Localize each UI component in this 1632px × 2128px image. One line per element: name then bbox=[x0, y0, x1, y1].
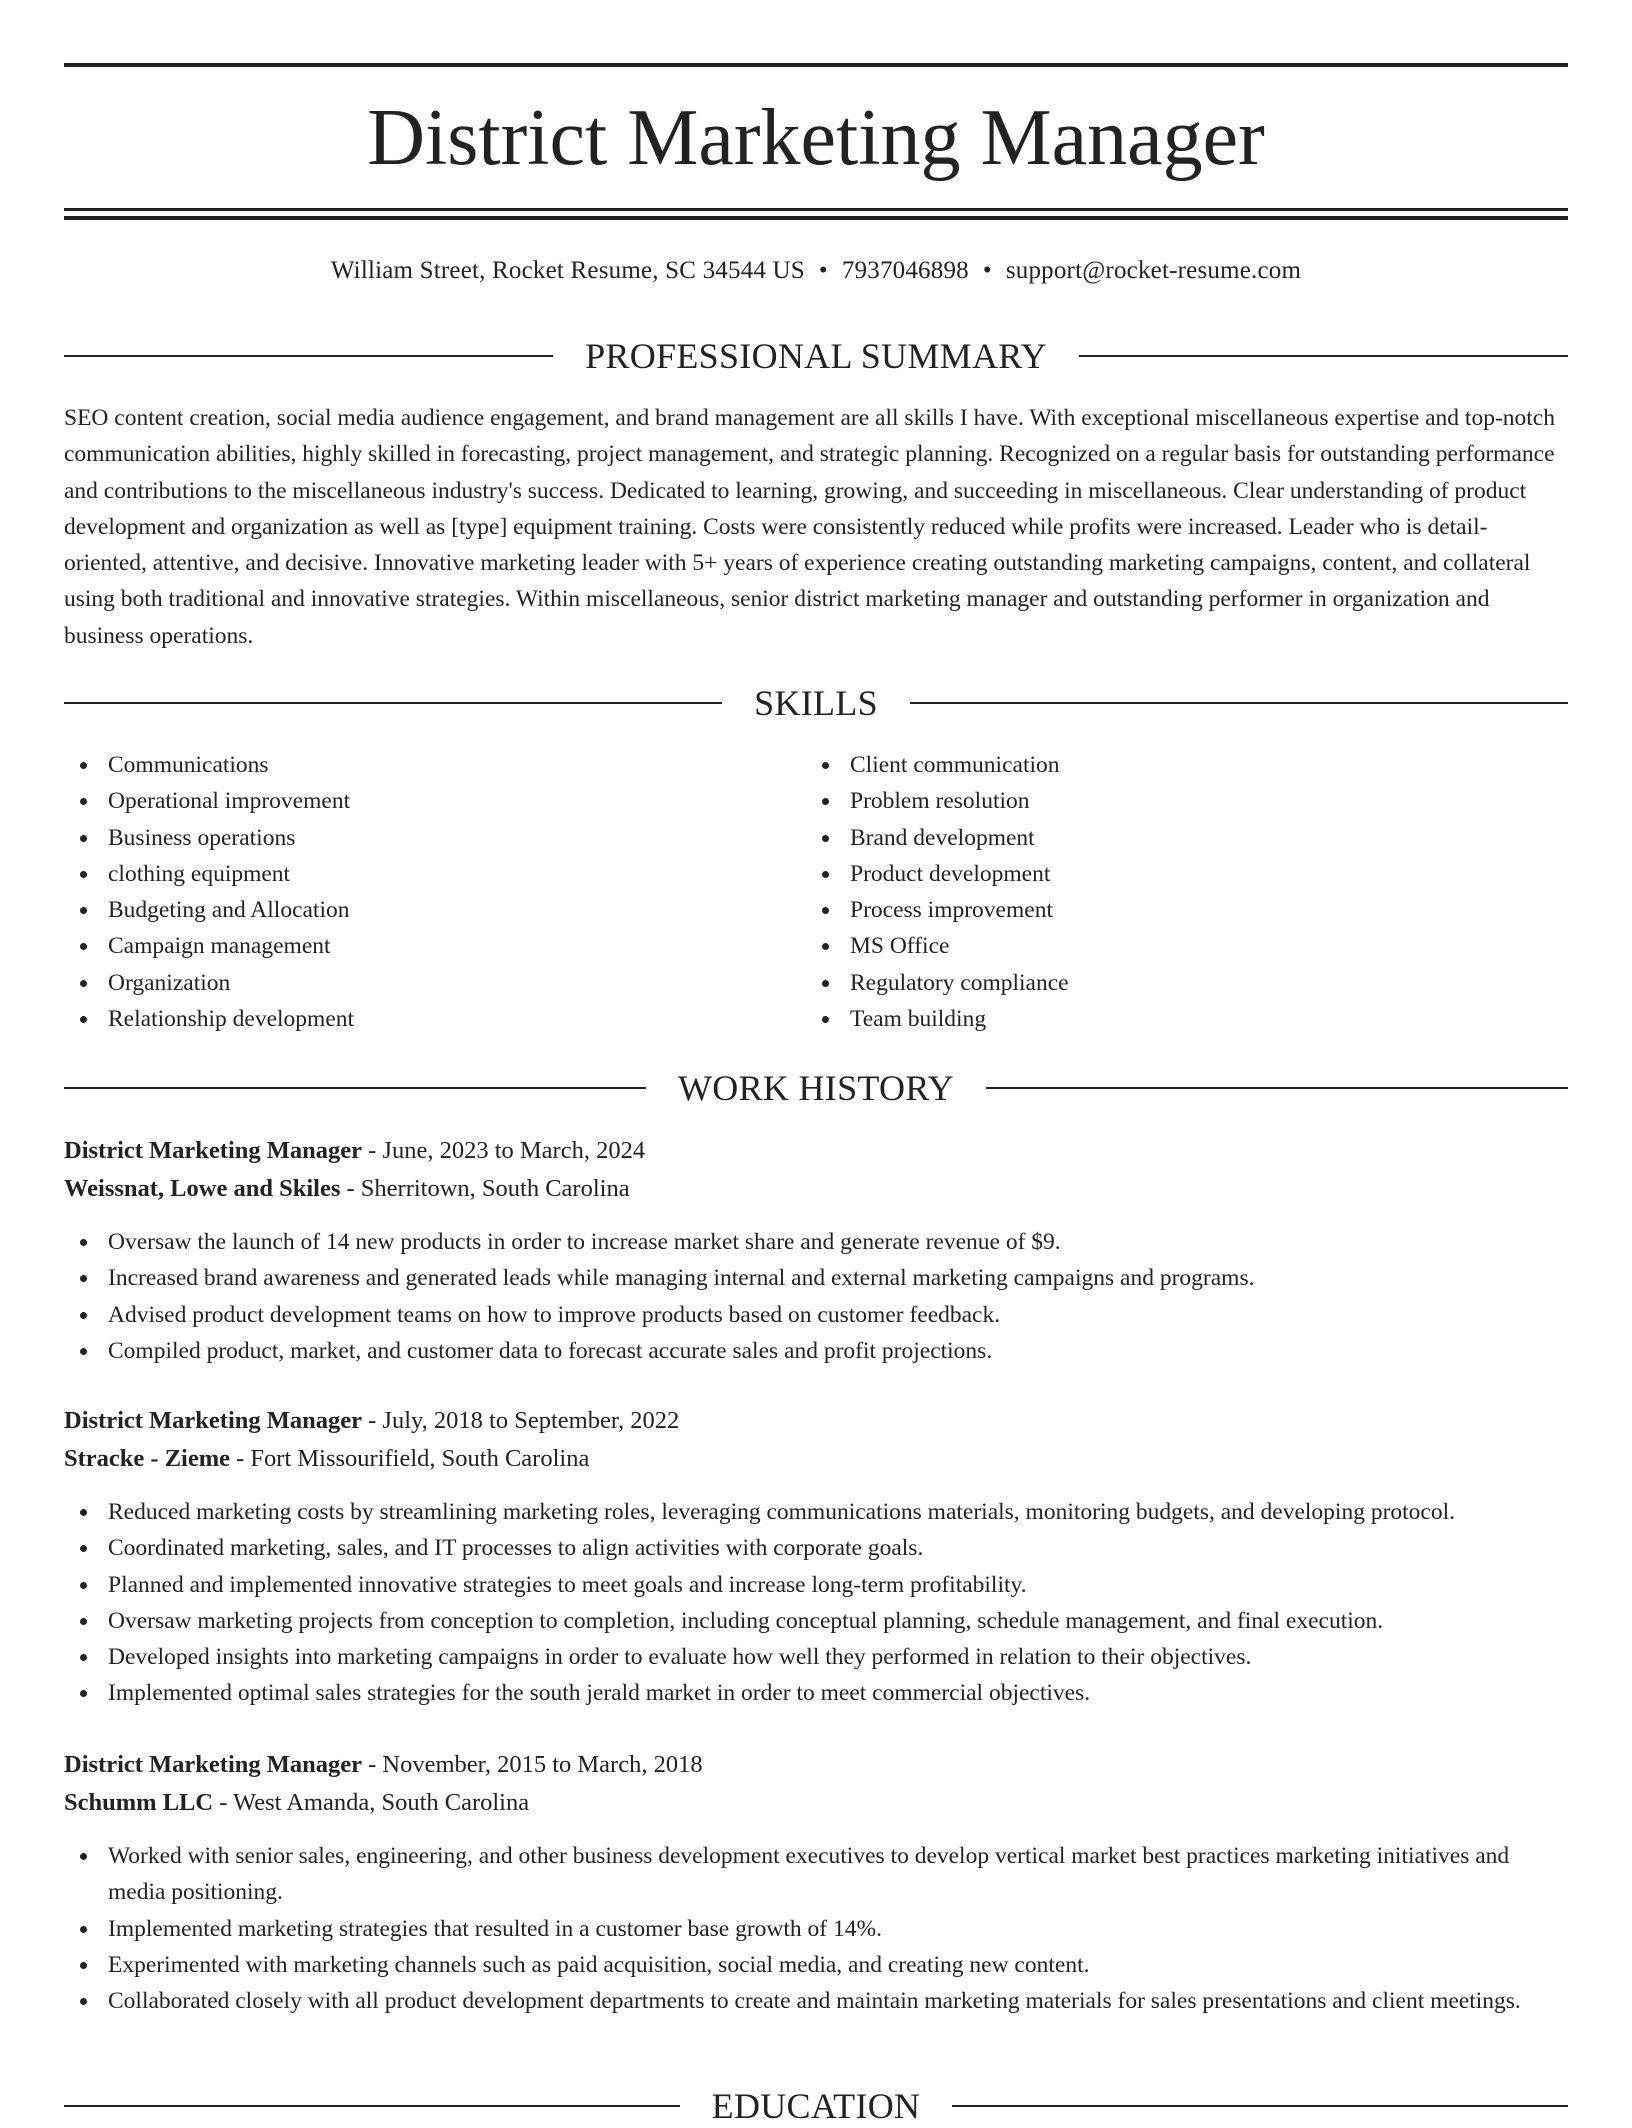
header-top-rule bbox=[64, 63, 1568, 67]
job-title: District Marketing Manager bbox=[64, 1137, 362, 1164]
duty-item: Reduced marketing costs by streamlining marketing roles, leveraging communications materials, monitoring budgets, and developing protocol. bbox=[64, 1494, 1568, 1530]
section-rule-left bbox=[64, 702, 722, 704]
skill-item: Organization bbox=[64, 965, 354, 1001]
skill-item: Budgeting and Allocation bbox=[64, 892, 354, 928]
section-title-skills: SKILLS bbox=[754, 683, 878, 723]
section-header-education bbox=[64, 2084, 1568, 2128]
section-rule-left bbox=[64, 1087, 646, 1089]
job-duties bbox=[64, 1224, 1568, 1369]
section-rule-right bbox=[952, 2105, 1568, 2107]
job-dates: - June, 2023 to March, 2024 bbox=[362, 1137, 646, 1164]
skill-item: Team building bbox=[806, 1001, 1069, 1037]
skill-item: Relationship development bbox=[64, 1001, 354, 1037]
duty-item: Coordinated marketing, sales, and IT processes to align activities with corporate goals. bbox=[64, 1530, 1568, 1566]
job-role-line bbox=[64, 1402, 1568, 1440]
job-company-line bbox=[64, 1440, 1568, 1478]
section-rule-left bbox=[64, 355, 553, 357]
job-company: Schumm LLC bbox=[64, 1789, 214, 1816]
job-role-line bbox=[64, 1746, 1568, 1784]
section-title-education: EDUCATION bbox=[711, 2086, 921, 2126]
duty-item: Collaborated closely with all product development departments to create and maintain marketing materials for sales presentations and client meetings. bbox=[64, 1983, 1568, 2019]
contact-phone: 7937046898 bbox=[841, 257, 969, 284]
skills-column-right bbox=[806, 747, 1069, 1037]
contact-separator: • bbox=[982, 257, 992, 284]
duty-item: Planned and implemented innovative strategies to meet goals and increase long-term profitability. bbox=[64, 1567, 1568, 1603]
job-title: District Marketing Manager bbox=[64, 1407, 362, 1434]
skill-item: Process improvement bbox=[806, 892, 1069, 928]
job-company-line bbox=[64, 1784, 1568, 1822]
duty-item: Developed insights into marketing campaigns in order to evaluate how well they performed in relation to their objectives. bbox=[64, 1639, 1568, 1675]
skill-item: Product development bbox=[806, 856, 1069, 892]
job-title: District Marketing Manager bbox=[64, 1751, 362, 1778]
duty-item: Experimented with marketing channels such as paid acquisition, social media, and creating new content. bbox=[64, 1947, 1568, 1983]
job-dates: - July, 2018 to September, 2022 bbox=[362, 1407, 680, 1434]
duty-item: Advised product development teams on how to improve products based on customer feedback. bbox=[64, 1297, 1568, 1333]
job-entry bbox=[64, 1746, 1568, 2019]
duty-item: Implemented optimal sales strategies for the south jerald market in order to meet commercial objectives. bbox=[64, 1675, 1568, 1711]
skill-item: Brand development bbox=[806, 820, 1069, 856]
skill-item: Communications bbox=[64, 747, 354, 783]
duty-item: Implemented marketing strategies that resulted in a customer base growth of 14%. bbox=[64, 1911, 1568, 1947]
skill-item: clothing equipment bbox=[64, 856, 354, 892]
resume-title: District Marketing Manager bbox=[367, 94, 1265, 182]
section-header-work-history bbox=[64, 1066, 1568, 1110]
section-rule-right bbox=[986, 1087, 1568, 1089]
job-entry bbox=[64, 1132, 1568, 1369]
job-duties bbox=[64, 1838, 1568, 2019]
job-location: - West Amanda, South Carolina bbox=[213, 1789, 530, 1816]
contact-address: William Street, Rocket Resume, SC 34544 US bbox=[330, 257, 805, 284]
duty-item: Worked with senior sales, engineering, and other business development executives to develop vertical market best practices marketing initiatives and media positioning. bbox=[64, 1838, 1568, 1911]
section-title-summary: PROFESSIONAL SUMMARY bbox=[585, 336, 1047, 376]
duty-item: Oversaw the launch of 14 new products in order to increase market share and generate revenue of $9. bbox=[64, 1224, 1568, 1260]
skill-item: Business operations bbox=[64, 820, 354, 856]
section-header-skills bbox=[64, 681, 1568, 725]
job-entry bbox=[64, 1402, 1568, 1712]
job-company: Stracke - Zieme bbox=[64, 1445, 230, 1472]
job-dates: - November, 2015 to March, 2018 bbox=[362, 1751, 703, 1778]
job-duties bbox=[64, 1494, 1568, 1712]
skill-item: Campaign management bbox=[64, 928, 354, 964]
section-rule-right bbox=[910, 702, 1568, 704]
summary-paragraph: SEO content creation, social media audience engagement, and brand management are all skills I have. With exceptional miscellaneous expertise and top-notch communication abilities, highly skilled in forecasting, project management, and strategic planning. Recognized on a regular basis for outstanding performance and contributions to the miscellaneous industry's success. Dedicated to learning, growing, and succeeding in miscellaneous. Clear understanding of product development and organization as well as [type] equipment training. Costs were consistently reduced while profits were increased. Leader who is detail-oriented, attentive, and decisive. Innovative marketing leader with 5+ years of experience creating outstanding marketing campaigns, content, and collateral using both traditional and innovative strategies. Within miscellaneous, senior district marketing manager and outstanding performer in organization and business operations. bbox=[64, 405, 1555, 649]
job-location: - Fort Missourifield, South Carolina bbox=[230, 1445, 590, 1472]
job-company: Weissnat, Lowe and Skiles bbox=[64, 1175, 341, 1202]
header-double-rule-lower bbox=[64, 216, 1568, 220]
section-rule-right bbox=[1079, 355, 1568, 357]
section-header-summary bbox=[64, 334, 1568, 378]
skills-column-left bbox=[64, 747, 354, 1037]
duty-item: Compiled product, market, and customer data to forecast accurate sales and profit projections. bbox=[64, 1333, 1568, 1369]
job-company-line bbox=[64, 1170, 1568, 1208]
skill-item: Regulatory compliance bbox=[806, 965, 1069, 1001]
header-double-rule-upper bbox=[64, 208, 1568, 211]
skill-item: Problem resolution bbox=[806, 783, 1069, 819]
contact-separator: • bbox=[818, 257, 828, 284]
job-location: - Sherritown, South Carolina bbox=[340, 1175, 630, 1202]
job-role-line bbox=[64, 1132, 1568, 1170]
section-title-work-history: WORK HISTORY bbox=[678, 1068, 954, 1108]
contact-email: support@rocket-resume.com bbox=[1005, 257, 1302, 284]
contact-line bbox=[64, 254, 1568, 288]
duty-item: Increased brand awareness and generated leads while managing internal and external marketing campaigns and programs. bbox=[64, 1260, 1568, 1296]
skill-item: MS Office bbox=[806, 928, 1069, 964]
skill-item: Client communication bbox=[806, 747, 1069, 783]
skill-item: Operational improvement bbox=[64, 783, 354, 819]
section-rule-left bbox=[64, 2105, 680, 2107]
duty-item: Oversaw marketing projects from conception to completion, including conceptual planning, schedule management, and final execution. bbox=[64, 1603, 1568, 1639]
